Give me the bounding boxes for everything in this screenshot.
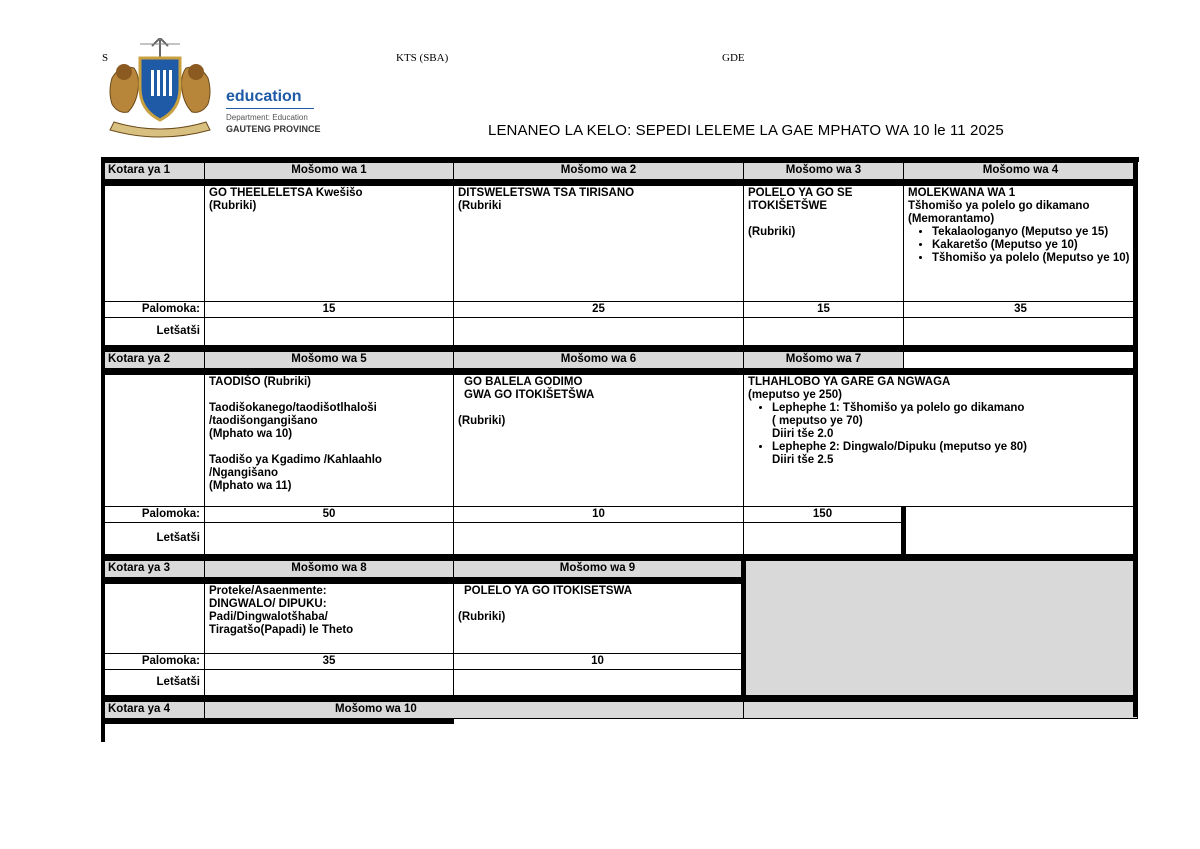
task8-description xyxy=(205,584,454,654)
task4-bullet: • Kakaretšo (Meputso ye 10) xyxy=(932,239,1133,252)
paper2-title: • Lephephe 2: Dingwalo/Dipuku (meputso ye 80) xyxy=(772,441,1027,453)
task3-description xyxy=(744,186,904,302)
task6-description xyxy=(454,375,744,507)
term2-task-header: Mošomo wa 5 xyxy=(205,352,454,369)
term2-task-header: Mošomo wa 7 xyxy=(744,352,904,369)
task7-bullet xyxy=(772,402,1133,441)
task6-marks: 10 xyxy=(454,507,744,523)
term2-label: Kotara ya 2 xyxy=(104,352,205,369)
task4-bullets xyxy=(908,226,1133,265)
task6-title-1: GO BALELA GODIMO xyxy=(464,376,583,388)
task2-description xyxy=(454,186,744,302)
task7-bullet xyxy=(772,441,1133,467)
logo-divider xyxy=(226,108,314,109)
date-label: Letšatši xyxy=(104,318,205,346)
term3-shaded-area xyxy=(744,561,1138,696)
term2-header-row xyxy=(104,352,1138,369)
task4-subtitle: Tšhomišo ya polelo go dikamano (Memorantamo) xyxy=(908,200,1090,225)
task4-title: MOLEKWANA WA 1 xyxy=(908,187,1016,199)
term1-date-row xyxy=(104,318,1138,346)
task9-marks: 10 xyxy=(454,654,744,670)
task5-title: TAODIŠO (Rubriki) xyxy=(209,376,312,388)
paper1-hours: Diiri tše 2.0 xyxy=(772,428,834,440)
date-cell[interactable] xyxy=(205,318,454,346)
term4-shaded-area xyxy=(744,702,1138,719)
task8-title: DINGWALO/ DIPUKU: xyxy=(209,598,327,610)
date-cell[interactable] xyxy=(205,523,454,555)
logo-wordmark: education xyxy=(226,88,302,105)
task7-marks: 150 xyxy=(744,507,904,523)
term4-label: Kotara ya 4 xyxy=(104,702,205,719)
date-cell[interactable] xyxy=(205,670,454,696)
date-cell[interactable] xyxy=(744,523,904,555)
task6-rubric: (Rubriki) xyxy=(458,415,506,427)
task3-title-1: POLELO YA GO SE xyxy=(748,187,853,199)
task5-grade-1: (Mphato wa 10) xyxy=(209,428,293,440)
date-label: Letšatši xyxy=(104,670,205,696)
task4-bullet: • Tekalaologanyo (Meputso ye 15) xyxy=(932,226,1133,239)
term4-header-row xyxy=(104,702,1138,719)
term1-content-row xyxy=(104,186,1138,302)
term2-task-header: Mošomo wa 6 xyxy=(454,352,744,369)
date-cell[interactable] xyxy=(904,318,1138,346)
task5-marks: 50 xyxy=(205,507,454,523)
paper1-title: • Lephephe 1: Tšhomišo ya polelo go dikamano xyxy=(772,402,1025,414)
term3-task-header: Mošomo wa 9 xyxy=(454,561,744,578)
logo-department: Department: Education xyxy=(226,113,308,122)
task4-description xyxy=(904,186,1138,302)
task8-type: Proteke/Asaenmente: xyxy=(209,585,327,597)
task4-bullet: • Tšhomišo ya polelo (Meputso ye 10) xyxy=(932,252,1133,265)
task4-marks: 35 xyxy=(904,302,1138,318)
document-title: LENANEO LA KELO: SEPEDI LELEME LA GAE MPHATO WA 10 le 11 2025 xyxy=(488,122,1004,139)
task7-marks-total: (meputso ye 250) xyxy=(748,389,842,401)
term1-task-header: Mošomo wa 2 xyxy=(454,163,744,180)
term2-marks-row xyxy=(104,507,1138,523)
date-cell[interactable] xyxy=(454,523,744,555)
task2-rubric: (Rubriki xyxy=(458,200,502,212)
task7-bullets xyxy=(748,402,1133,467)
term1-task-header: Mošomo wa 4 xyxy=(904,163,1138,180)
term3-task-header: Mošomo wa 8 xyxy=(205,561,454,578)
task3-title-2: ITOKIŠETŠWE xyxy=(748,200,828,212)
task3-rubric: (Rubriki) xyxy=(748,226,796,238)
term3-blank-cell xyxy=(104,584,205,654)
paper1-marks: ( meputso ye 70) xyxy=(772,415,863,427)
task9-rubric: (Rubriki) xyxy=(458,611,506,623)
header-middle-text: KTS (SBA) xyxy=(396,52,449,64)
date-cell[interactable] xyxy=(744,318,904,346)
term1-marks-row xyxy=(104,302,1138,318)
term4-task-header: Mošomo wa 10 xyxy=(205,702,744,719)
task6-title-2: GWA GO ITOKIŠETŠWA xyxy=(464,389,595,401)
task7-description xyxy=(744,375,1138,507)
section-divider xyxy=(104,719,454,725)
task8-genre-2: Tiragatšo(Papadi) le Theto xyxy=(209,624,354,636)
date-label: Letšatši xyxy=(104,523,205,555)
task7-title: TLHAHLOBO YA GARE GA NGWAGA xyxy=(748,376,951,388)
marks-label: Palomoka: xyxy=(104,507,205,523)
task1-marks: 15 xyxy=(205,302,454,318)
header-left-text: S xyxy=(102,52,109,64)
term3-label: Kotara ya 3 xyxy=(104,561,205,578)
assessment-table xyxy=(103,162,1138,724)
term1-task-header: Mošomo wa 3 xyxy=(744,163,904,180)
task1-rubric: (Rubriki) xyxy=(209,200,257,212)
term3-header-row xyxy=(104,561,1138,578)
task9-title: POLELO YA GO ITOKISETSWA xyxy=(464,585,633,597)
task5-type-1: Taodišokanego/taodišotlhaloši /taodišongangišano xyxy=(209,402,377,427)
task1-title: GO THEELELETSA Kwešišo xyxy=(209,187,363,199)
task2-title: DITSWELETSWA TSA TIRISANO xyxy=(458,187,635,199)
marks-label: Palomoka: xyxy=(104,654,205,670)
task5-type-2: Taodišo ya Kgadimo /Kahlaahlo /Ngangišano xyxy=(209,454,382,479)
term2-empty-header xyxy=(904,352,1138,369)
header-right-text: GDE xyxy=(722,52,745,64)
date-cell[interactable] xyxy=(454,318,744,346)
term1-blank-cell xyxy=(104,186,205,302)
logo-province: GAUTENG PROVINCE xyxy=(226,124,321,134)
term1-header-row xyxy=(104,163,1138,180)
task8-genre-1: Padi/Dingwalotšhaba/ xyxy=(209,611,328,623)
term2-content-row xyxy=(104,375,1138,507)
task8-marks: 35 xyxy=(205,654,454,670)
marks-label: Palomoka: xyxy=(104,302,205,318)
task1-description xyxy=(205,186,454,302)
task5-grade-2: (Mphato wa 11) xyxy=(209,480,292,492)
term1-task-header: Mošomo wa 1 xyxy=(205,163,454,180)
task5-description xyxy=(205,375,454,507)
date-cell[interactable] xyxy=(454,670,744,696)
term2-blank-cell xyxy=(104,375,205,507)
term2-empty-cell xyxy=(904,507,1138,555)
paper2-hours: Diiri tše 2.5 xyxy=(772,454,834,466)
task3-marks: 15 xyxy=(744,302,904,318)
task9-description xyxy=(454,584,744,654)
term1-label: Kotara ya 1 xyxy=(104,163,205,180)
task2-marks: 25 xyxy=(454,302,744,318)
